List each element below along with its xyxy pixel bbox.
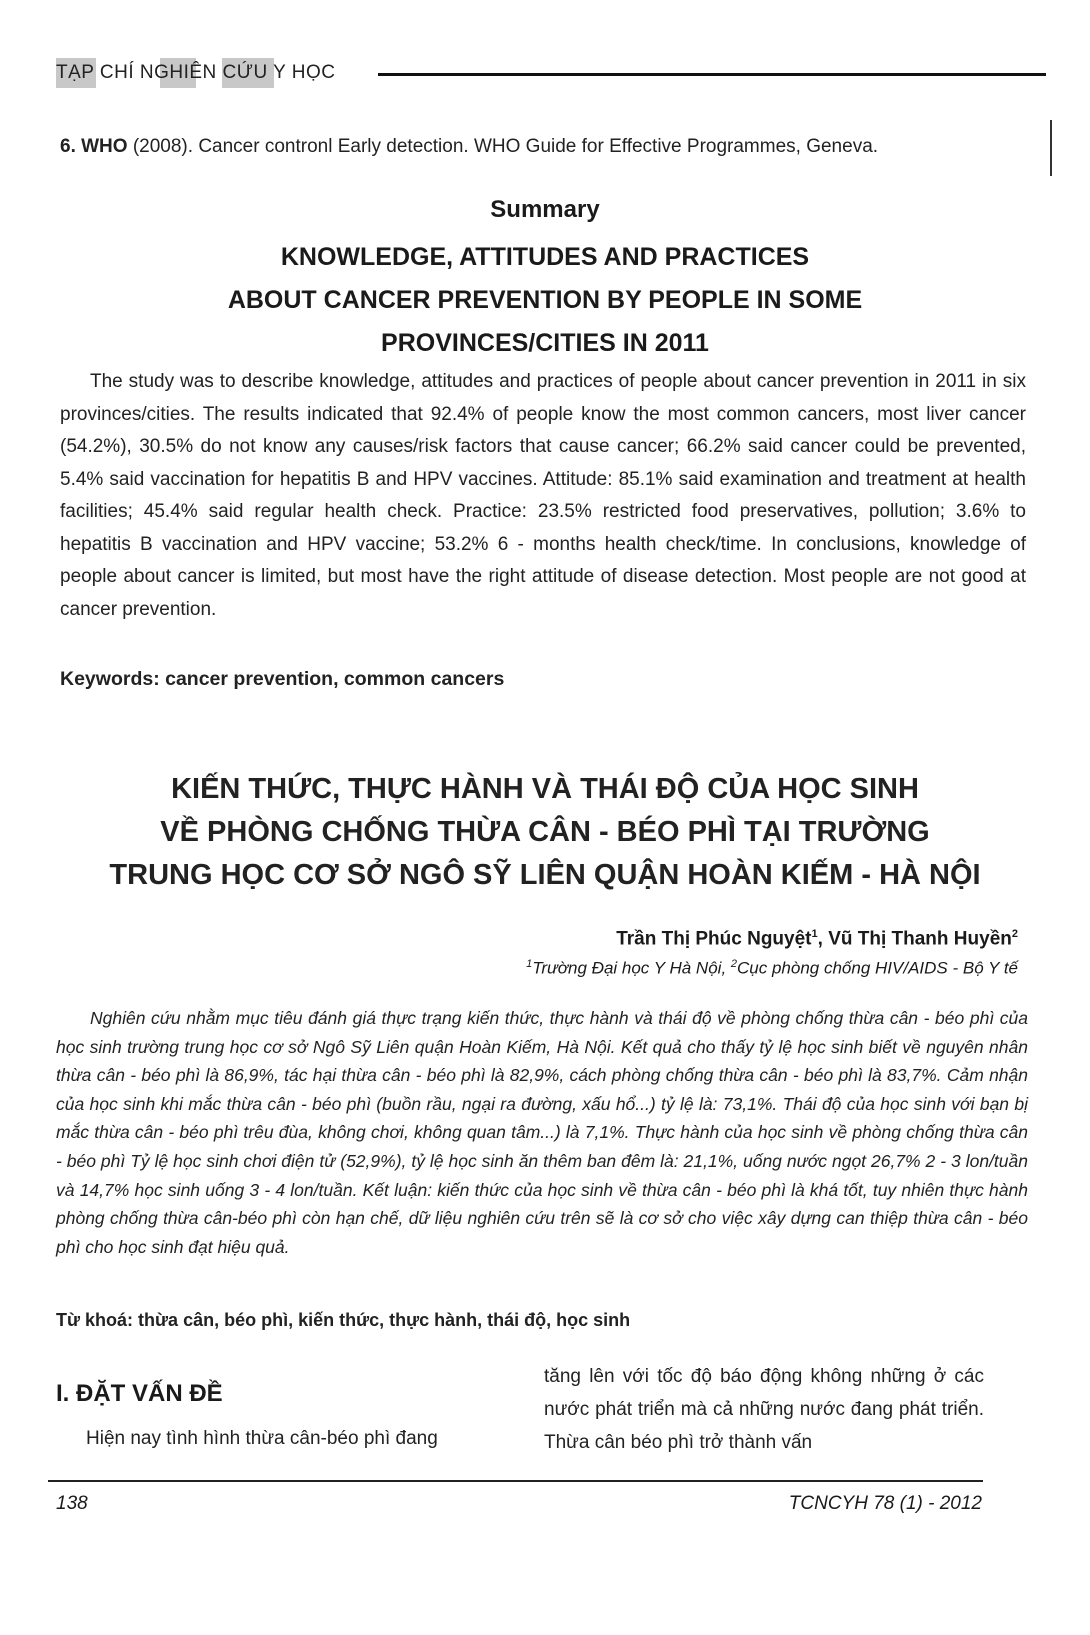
english-title [0, 236, 1090, 365]
body-text: tăng lên với tốc độ báo động không những ở các nước phát triển mà cả những nước đang phát triển. Thừa cân béo phì trở thành vấn [544, 1366, 984, 1453]
english-abstract [60, 366, 1026, 626]
article-title-line: TRUNG HỌC CƠ SỞ NGÔ SỸ LIÊN QUẬN HOÀN KIẾM - HÀ NỘI [109, 859, 981, 891]
vietnamese-abstract-text: Nghiên cứu nhằm mục tiêu đánh giá thực trạng kiến thức, thực hành và thái độ về phòng chống thừa cân - béo phì của học sinh trường trung học cơ sở Ngô Sỹ Liên quận Hoàn Kiếm, Hà Nội. Kết quả cho thấy tỷ lệ học sinh biết về nguyên nhân thừa cân - béo phì là 86,9%, tác hại thừa cân - béo phì là 82,9%, cách phòng chống thừa cân - béo phì là 83,7%. Cảm nhận của học sinh khi mắc thừa cân - béo phì (buồn rầu, ngại ra đường, xấu hổ...) tỷ lệ là: 73,1%. Thái độ của học sinh với bạn bị mắc thừa cân - béo phì trêu đùa, không chơi, không quan tâm...) là 7,1%. Thực hành của học sinh về phòng chống thừa cân - béo phì Tỷ lệ học sinh chơi điện tử (52,9%), tỷ lệ học sinh ăn thêm ban đêm là: 21,1%, uống nước ngọt 26,7% 2 - 3 lon/tuần và 14,7% học sinh uống 3 - 4 lon/tuần. Kết luận: kiến thức của học sinh về thừa cân - béo phì là khá tốt, tuy nhiên thực hành phòng chống thừa cân-béo phì còn hạn chế, dữ liệu nghiên cứu trên sẽ là cơ sở cho việc xây dựng can thiệp thừa cân - béo phì cho học sinh đạt hiệu quả. [56, 1008, 1028, 1257]
running-header [56, 58, 1046, 92]
reference-text: (2008). Cancer contronl Early detection. WHO Guide for Effective Programmes, Geneva. [127, 136, 879, 157]
article-title-line: VỀ PHÒNG CHỐNG THỪA CÂN - BÉO PHÌ TẠI TRƯỜNG [160, 816, 930, 848]
summary-heading: Summary [490, 196, 600, 223]
authors [616, 928, 1018, 950]
vietnamese-keywords: Từ khoá: thừa cân, béo phì, kiến thức, thực hành, thái độ, học sinh [56, 1310, 631, 1330]
body-text: Hiện nay tình hình thừa cân-béo phì đang [86, 1428, 438, 1449]
english-title-line: ABOUT CANCER PREVENTION BY PEOPLE IN SOME [227, 286, 863, 314]
scan-artifact [1050, 120, 1052, 176]
right-column [544, 1360, 984, 1459]
author-affiliation-mark: 1 [811, 928, 818, 940]
affiliation: Cục phòng chống HIV/AIDS - Bộ Y tế [737, 958, 1018, 978]
journal-issue: TCNCYH 78 (1) - 2012 [788, 1493, 982, 1514]
journal-name: TẠP CHÍ NGHIÊN CỨU Y HỌC [56, 62, 336, 83]
english-title-line: KNOWLEDGE, ATTITUDES AND PRACTICES [280, 243, 810, 271]
reference-number: 6. WHO [60, 136, 128, 157]
page-number: 138 [56, 1493, 88, 1514]
author-name: Vũ Thị Thanh Huyền [828, 928, 1012, 950]
author-name: Trần Thị Phúc Nguyệt [616, 928, 812, 950]
english-abstract-text: The study was to describe knowledge, attitudes and practices of people about cancer prevention in 2011 in six provinces/cities. The results indicated that 92.4% of people know the most common cancers, most liver cancer (54.2%), 30.5% do not know any causes/risk factors that cause cancer; 66.2% said cancer could be prevented, 5.4% said vaccination for hepatitis B and HPV vaccines. Attitude: 85.1% said examination and treatment at health facilities; 45.4% said regular health check. Practice: 23.5% restricted food preservatives, pollution; 3.6% to hepatitis B vaccination and HPV vaccine; 53.2% 6 - months health check/time. In conclusions, knowledge of people about cancer is limited, but most have the right attitude of disease detection. Most people are not good at cancer prevention. [60, 371, 1026, 620]
header-rule [378, 73, 1046, 76]
affiliations [526, 958, 1018, 979]
author-affiliation-mark: 2 [1011, 928, 1018, 940]
article-title [0, 768, 1090, 897]
reference-entry [60, 130, 1020, 164]
article-title-line: KIẾN THỨC, THỰC HÀNH VÀ THÁI ĐỘ CỦA HỌC SINH [171, 773, 919, 805]
left-column [56, 1380, 496, 1456]
affiliation-mark: 1 [526, 958, 533, 970]
footer-rule [48, 1480, 983, 1482]
english-title-line: PROVINCES/CITIES IN 2011 [381, 329, 709, 357]
affiliation-mark: 2 [730, 958, 738, 970]
author-separator: , [817, 928, 829, 950]
affiliation: Trường Đại học Y Hà Nội, [532, 958, 731, 978]
vietnamese-abstract [56, 1004, 1028, 1261]
english-keywords: Keywords: cancer prevention, common cancers [60, 668, 505, 690]
section-heading: I. ĐẶT VẤN ĐỀ [56, 1380, 223, 1407]
